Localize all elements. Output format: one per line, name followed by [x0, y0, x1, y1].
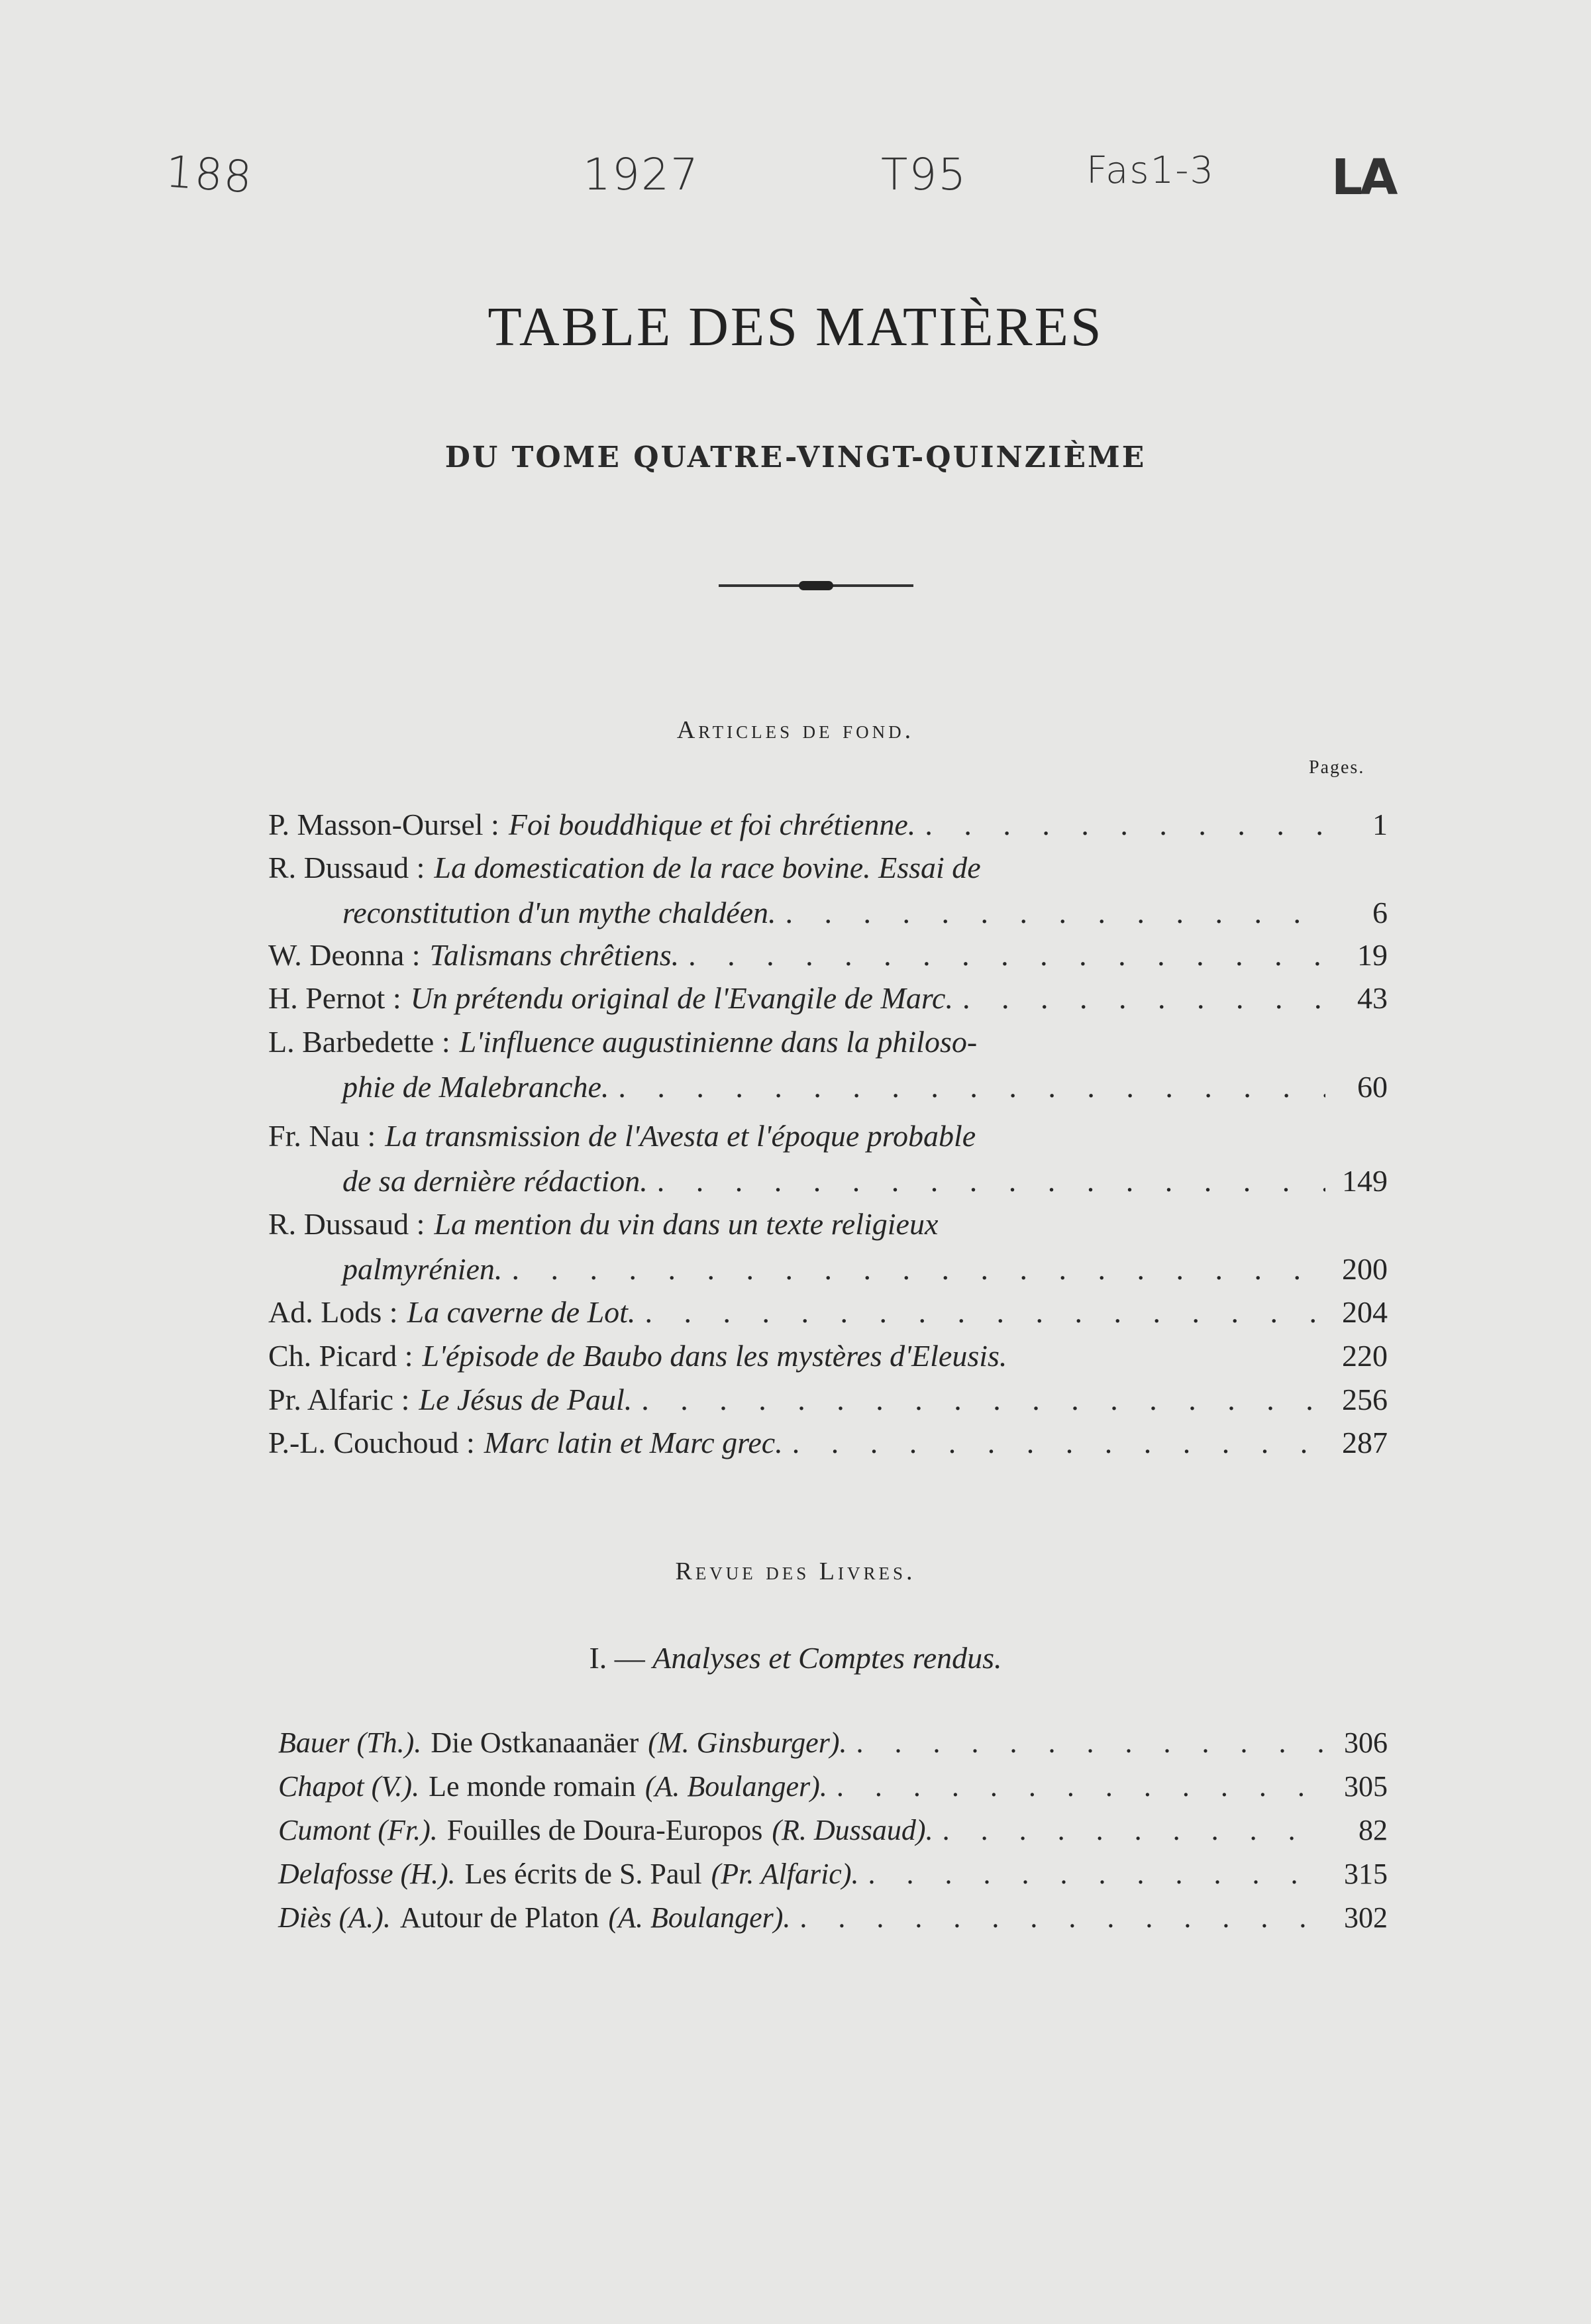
- entry-page-number: 1: [1372, 808, 1388, 841]
- reviewer: (M. Ginsburger).: [648, 1726, 847, 1759]
- handwritten-note: Fas1-3: [1086, 149, 1215, 192]
- reviewer: (A. Boulanger).: [644, 1770, 827, 1803]
- entry-title: Foi bouddhique et foi chrétienne.: [508, 808, 916, 841]
- toc-entry-line: [268, 1377, 1388, 1423]
- toc-entry-line: [342, 1246, 1388, 1293]
- dot-leader: [618, 1064, 1325, 1110]
- entry-title: L'influence augustinienne dans la philoso-: [459, 1025, 978, 1059]
- review-page-number: 315: [1344, 1858, 1388, 1890]
- toc-entry-line: [268, 845, 1388, 891]
- review-page-number: 305: [1344, 1770, 1388, 1803]
- page-title: TABLE DES MATIÈRES: [488, 296, 1103, 358]
- entry-author: Pr. Alfaric :: [268, 1383, 410, 1416]
- entry-author: P.-L. Couchoud :: [268, 1426, 475, 1459]
- revue-heading: Revue des Livres.: [675, 1558, 916, 1585]
- entry-title: La domestication de la race bovine. Essai de: [434, 851, 981, 884]
- entry-title: Talismans chrêtiens.: [429, 938, 680, 972]
- toc-entry-line: [268, 1333, 1388, 1379]
- entry-author: W. Deonna :: [268, 938, 421, 972]
- review-author: Delafosse (H.).: [278, 1858, 456, 1890]
- handwritten-note: 188: [164, 146, 255, 203]
- subsection-heading: [0, 1640, 1591, 1675]
- entry-title: La transmission de l'Avesta et l'époque probable: [385, 1119, 976, 1153]
- entry-title-continued: de sa dernière rédaction.: [342, 1164, 648, 1198]
- dot-leader: [799, 1896, 1325, 1940]
- pages-column-label: Pages.: [1309, 757, 1365, 778]
- entry-page-number: 256: [1342, 1383, 1388, 1416]
- review-entry-line: [278, 1721, 1388, 1765]
- review-entry-line: [278, 1765, 1388, 1809]
- dot-leader: [641, 1377, 1325, 1423]
- toc-entry-line: [268, 1019, 1388, 1065]
- entry-page-number: 220: [1342, 1339, 1388, 1373]
- entry-title-continued: palmyrénien.: [342, 1252, 503, 1286]
- entry-page-number: 60: [1357, 1070, 1388, 1104]
- review-work-title: Fouilles de Doura-Europos: [446, 1814, 763, 1846]
- dot-leader: [837, 1765, 1325, 1809]
- entry-page-number: 149: [1342, 1164, 1388, 1198]
- review-page-number: 82: [1359, 1814, 1388, 1846]
- handwritten-note: LA: [1331, 149, 1396, 206]
- entry-author: Ad. Lods :: [268, 1295, 398, 1329]
- entry-author: H. Pernot :: [268, 981, 401, 1015]
- dot-leader: [943, 1809, 1325, 1852]
- page-subtitle: DU TOME QUATRE-VINGT-QUINZIÈME: [444, 441, 1147, 474]
- toc-entry-line: [268, 1289, 1388, 1336]
- review-author: Chapot (V.).: [278, 1770, 420, 1803]
- review-entry-line: [278, 1809, 1388, 1852]
- entry-page-number: 204: [1342, 1295, 1388, 1329]
- review-author: Diès (A.).: [278, 1901, 391, 1934]
- review-work-title: Die Ostkanaanäer: [431, 1726, 639, 1759]
- review-work-title: Le monde romain: [429, 1770, 636, 1803]
- handwritten-note: T95: [881, 149, 968, 200]
- reviewer: (Pr. Alfaric).: [711, 1858, 859, 1890]
- toc-entry-line: [268, 802, 1388, 848]
- dot-leader: [511, 1246, 1325, 1293]
- ornament-dot: [799, 581, 833, 590]
- toc-entry-line: [268, 975, 1388, 1022]
- entry-author: L. Barbedette :: [268, 1025, 450, 1059]
- entry-page-number: 19: [1357, 938, 1388, 972]
- entry-page-number: 6: [1372, 896, 1388, 929]
- review-author: Cumont (Fr.).: [278, 1814, 438, 1846]
- review-author: Bauer (Th.).: [278, 1726, 422, 1759]
- dot-leader: [657, 1158, 1325, 1204]
- review-entry-line: [278, 1896, 1388, 1940]
- subsection-number: I. —: [589, 1641, 645, 1675]
- review-page-number: 302: [1344, 1901, 1388, 1934]
- entry-title: La mention du vin dans un texte religieux: [434, 1207, 939, 1241]
- dot-leader: [962, 975, 1325, 1022]
- subsection-title: Analyses et Comptes rendus.: [652, 1641, 1002, 1675]
- dot-leader: [868, 1852, 1326, 1896]
- entry-title: Un prétendu original de l'Evangile de Marc.: [410, 981, 953, 1015]
- toc-entry-line: [342, 1158, 1388, 1204]
- dot-leader: [856, 1721, 1326, 1765]
- handwritten-note: 1927: [583, 149, 699, 200]
- entry-page-number: 200: [1342, 1252, 1388, 1286]
- toc-entry-line: [268, 1113, 1388, 1159]
- review-page-number: 306: [1344, 1726, 1388, 1759]
- entry-title-continued: reconstitution d'un mythe chaldéen.: [342, 896, 776, 929]
- dot-leader: [792, 1420, 1325, 1466]
- toc-entry-line: [268, 932, 1388, 978]
- dot-leader: [786, 890, 1325, 936]
- entry-author: R. Dussaud :: [268, 851, 425, 884]
- toc-entry-line: [342, 890, 1388, 936]
- entry-page-number: 43: [1357, 981, 1388, 1015]
- entry-page-number: 287: [1342, 1426, 1388, 1459]
- reviewer: (R. Dussaud).: [772, 1814, 933, 1846]
- entry-author: Fr. Nau :: [268, 1119, 376, 1153]
- toc-entry-line: [268, 1420, 1388, 1466]
- review-work-title: Autour de Platon: [399, 1901, 599, 1934]
- dot-leader: [925, 802, 1325, 848]
- review-entry-line: [278, 1852, 1388, 1896]
- articles-heading: Articles de fond.: [676, 716, 915, 744]
- entry-author: Ch. Picard :: [268, 1339, 413, 1373]
- entry-title: Le Jésus de Paul.: [419, 1383, 633, 1416]
- dot-leader: [644, 1289, 1325, 1336]
- entry-author: P. Masson-Oursel :: [268, 808, 499, 841]
- entry-author: R. Dussaud :: [268, 1207, 425, 1241]
- entry-title-continued: phie de Malebranche.: [342, 1070, 609, 1104]
- reviewer: (A. Boulanger).: [608, 1901, 791, 1934]
- entry-title: La caverne de Lot.: [407, 1295, 636, 1329]
- review-work-title: Les écrits de S. Paul: [464, 1858, 702, 1890]
- dot-leader: [688, 932, 1325, 978]
- entry-title: Marc latin et Marc grec.: [484, 1426, 783, 1459]
- entry-title: L'épisode de Baubo dans les mystères d'Eleusis.: [422, 1339, 1007, 1373]
- toc-entry-line: [268, 1201, 1388, 1247]
- toc-entry-line: [342, 1064, 1388, 1110]
